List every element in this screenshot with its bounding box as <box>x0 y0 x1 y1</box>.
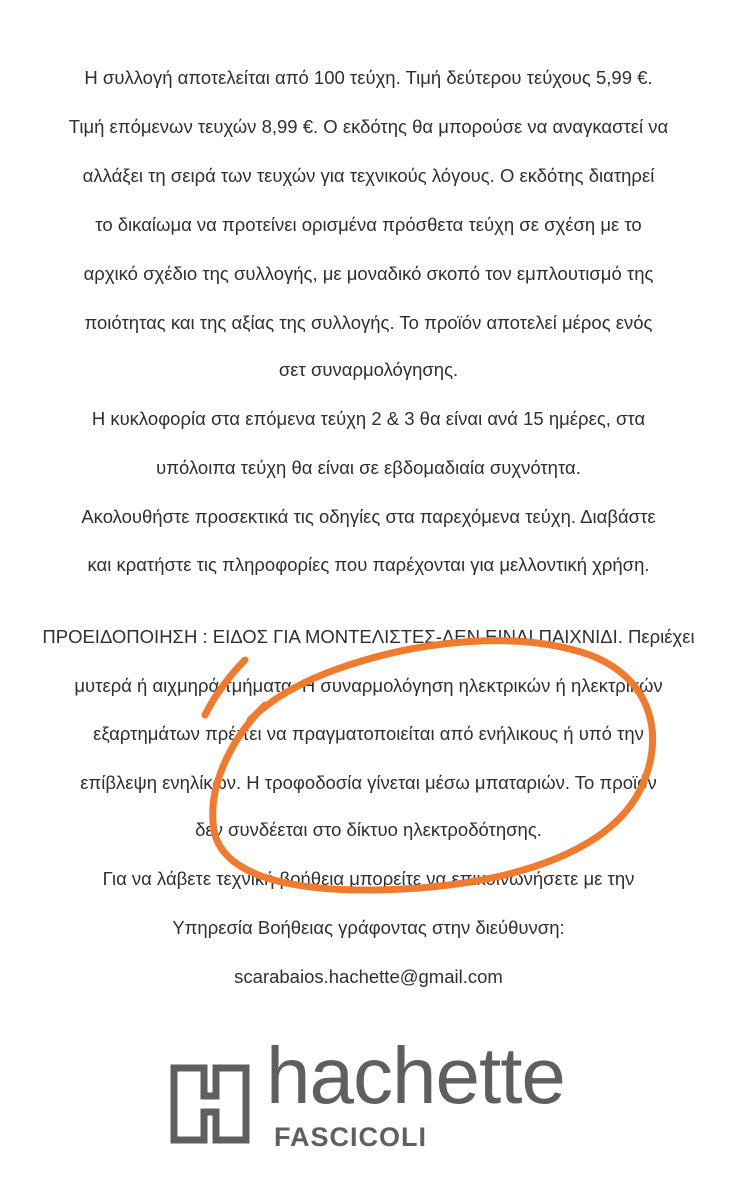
text-line: και κρατήστε τις πληροφορίες που παρέχονται για μελλοντική χρήση. <box>87 554 650 575</box>
text-line: αλλάξει τη σειρά των τευχών για τεχνικούς λόγους. Ο εκδότης διατηρεί <box>82 165 655 186</box>
text-line: σετ συναρμολόγησης. <box>278 359 459 380</box>
text-line: εξαρτημάτων πρέπει να πραγματοποιείται από ενήλικους ή υπό την <box>93 723 644 744</box>
text-line: Η κυκλοφορία στα επόμενα τεύχη 2 & 3 θα είναι ανά 15 ημέρες, στα <box>91 408 646 429</box>
text-line: Ακολουθήστε προσεκτικά τις οδηγίες στα παρεχόμενα τεύχη. Διαβάστε <box>81 506 656 527</box>
text-line: Η συλλογή αποτελείται από 100 τεύχη. Τιμή δεύτερου τεύχους 5,99 €. <box>84 67 653 88</box>
text-line: αρχικό σχέδιο της συλλογής, με μοναδικό σκοπό τον εμπλουτισμό της <box>83 263 654 284</box>
logo-subtitle: FASCICOLI <box>274 1122 428 1152</box>
text-line: το δικαίωμα να προτείνει ορισμένα πρόσθετα τεύχη σε σχέση με το <box>95 214 642 235</box>
text-line: μυτερά ή αιχμηρά τμήματα. Η συναρμολόγηση ηλεκτρικών ή ηλεκτρικών <box>74 675 663 696</box>
text-line: δεν συνδέεται στο δίκτυο ηλεκτροδότησης. <box>195 819 542 840</box>
text-line: υπόλοιπα τεύχη θα είναι σε εβδομαδιαία συχνότητα. <box>156 457 581 478</box>
text-line: ποιότητας και της αξίας της συλλογής. Το προϊόν αποτελεί μέρος ενός <box>84 312 653 333</box>
hachette-logo <box>170 1031 565 1152</box>
support-email: scarabaios.hachette@gmail.com <box>234 966 503 987</box>
text-line: Για να λάβετε τεχνική βοήθεια μπορείτε να επικοινωνήσετε με την <box>102 868 635 889</box>
hachette-h-mark-icon <box>170 1064 250 1144</box>
logo-wordmark: hachette <box>266 1031 565 1120</box>
text-line: Τιμή επόμενων τευχών 8,99 €. Ο εκδότης θα μπορούσε να αναγκαστεί να <box>68 116 669 137</box>
text-line: επίβλεψη ενηλίκων. Η τροφοδοσία γίνεται μέσω μπαταριών. Το προϊόν <box>80 772 657 793</box>
text-line: Υπηρεσία Βοήθειας γράφοντας στην διεύθυνση: <box>172 917 565 938</box>
warning-line: ΠΡΟΕΙΔΟΠΟΙΗΣΗ : ΕΙΔΟΣ ΓΙΑ ΜΟΝΤΕΛΙΣΤΕΣ-ΔΕΝ ΕΙΝΑΙ ΠΑΙΧΝΙΔΙ. Περιέχει <box>42 626 695 647</box>
